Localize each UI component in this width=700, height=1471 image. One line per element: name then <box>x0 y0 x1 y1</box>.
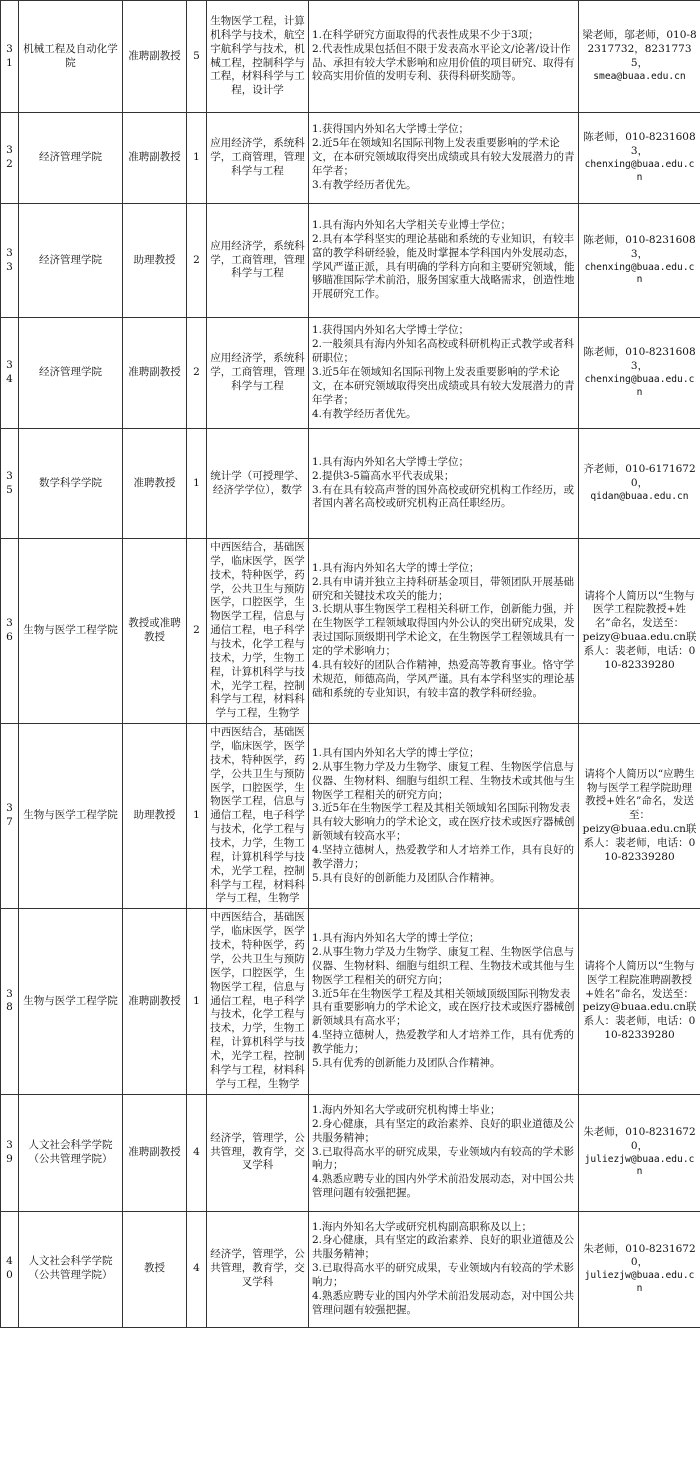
college-cell: 人文社会科学学院（公共管理学院） <box>19 1211 123 1327</box>
position-title-cell: 教授 <box>123 1211 187 1327</box>
requirement-item: 2.从事生物力学及力生物学、康复工程、生物医学信息与仪器、生物材料、细胞与组织工程、生物技术或其他与生物医学工程相关的研究方向； <box>312 760 575 801</box>
requirements-cell <box>309 724 579 909</box>
college-cell: 生物与医学工程学院 <box>19 909 123 1094</box>
table-row <box>1 539 700 724</box>
contact-cell <box>579 539 700 724</box>
college-cell: 经济管理学院 <box>19 204 123 318</box>
college-cell: 经济管理学院 <box>19 113 123 204</box>
requirements-cell <box>309 1211 579 1327</box>
requirements-cell <box>309 113 579 204</box>
contact-cell <box>579 724 700 909</box>
requirement-item: 1.具有国内外知名大学的博士学位； <box>312 746 480 759</box>
table-row <box>1 1094 700 1211</box>
contact-line: 请将个人简历以“应聘生物与医学工程学院助理教授+姓名”命名，发送至： <box>584 767 695 822</box>
requirement-item: 5.具有优秀的创新能力及团队合作精神。 <box>312 1056 501 1069</box>
requirement-item: 3.近5年在生物医学工程及其相关领域顶级国际刊物发表具有重要影响力的学术论文，或在医疗技术或医疗器械创新领域具有高水平； <box>312 987 575 1028</box>
college-cell: 机械工程及自动化学院 <box>19 1 123 113</box>
contact-line: 朱老师，010-82316720， <box>583 1242 696 1269</box>
headcount-cell: 4 <box>187 1094 207 1211</box>
row-number: 37 <box>1 724 19 909</box>
discipline-cell: 生物医学工程，计算机科学与技术，航空宇航科学与技术，机械工程，控制科学与工程，材料科学与工程，设计学 <box>207 1 309 113</box>
requirement-item: 3.有在具有较高声誉的国外高校或研究机构工作经历，或者国内著名高校或研究机构正高任职经历。 <box>312 483 575 510</box>
requirement-item: 2.提供3-5篇高水平代表成果； <box>312 469 455 482</box>
requirement-item: 4.熟悉应聘专业的国内外学术前沿发展动态，对中国公共管理问题有较强把握。 <box>312 1173 575 1200</box>
requirement-item: 3.已取得高水平的研究成果，专业领域内有较高的学术影响力； <box>312 1145 575 1172</box>
requirement-item: 4.坚持立德树人，热爱教学和人才培养工作，具有优秀的教学能力； <box>312 1029 575 1055</box>
requirement-item: 3.近5年在生物医学工程及其相关领域知名国际刊物发表具有较大影响力的学术论文，或在医疗技术或医疗器械创新领域有较高水平； <box>312 802 575 843</box>
position-title-cell: 准聘副教授 <box>123 909 187 1094</box>
position-title-cell: 准聘教授 <box>123 429 187 539</box>
requirement-item: 3.已取得高水平的研究成果，专业领域内有较高的学术影响力； <box>312 1262 575 1288</box>
college-cell: 人文社会科学学院（公共管理学院） <box>19 1094 123 1211</box>
requirement-item: 2.近5年在领域知名国际刊物上发表重要影响的学术论文，在本研究领域取得突出成绩或具有较大发展潜力的青年学者； <box>312 137 575 177</box>
contact-cell <box>579 1211 700 1327</box>
row-number: 32 <box>1 113 19 204</box>
discipline-cell: 中西医结合，基础医学，临床医学，医学技术，特种医学，药学，公共卫生与预防医学，口腔医学，生物医学工程，信息与通信工程，电子科学与技术，化学工程与技术，力学，生物工程，计算机科学与技术，光学工程，控制科学与工程，材料科学与工程，生物学 <box>207 909 309 1094</box>
contact-cell <box>579 113 700 204</box>
contact-cell <box>579 204 700 318</box>
headcount-cell: 1 <box>187 113 207 204</box>
row-number: 38 <box>1 909 19 1094</box>
discipline-cell: 中西医结合，基础医学，临床医学，医学技术，特种医学，药学，公共卫生与预防医学，口腔医学，生物医学工程，信息与通信工程，电子科学与技术，化学工程与技术，力学，生物工程，计算机科学与技术，光学工程，控制科学与工程，材料科学与工程，生物学 <box>207 539 309 724</box>
contact-line: 陈老师，010-82316083， <box>583 233 696 260</box>
college-cell: 数学科学学院 <box>19 429 123 539</box>
requirements-cell <box>309 1094 579 1211</box>
headcount-cell: 1 <box>187 909 207 1094</box>
contact-line: 请将个人简历以“生物与医学工程院教授+姓名”命名，发送至： <box>584 589 695 630</box>
row-number: 34 <box>1 318 19 429</box>
row-number: 36 <box>1 539 19 724</box>
row-number: 40 <box>1 1211 19 1327</box>
requirement-item: 1.获得国内外知名大学博士学位； <box>312 123 470 136</box>
headcount-cell: 5 <box>187 1 207 113</box>
requirement-item: 2.从事生物力学及力生物学、康复工程、生物医学信息与仪器、生物材料、细胞与组织工程、生物技术或其他与生物医学工程相关的研究方向； <box>312 945 575 986</box>
college-cell: 生物与医学工程学院 <box>19 539 123 724</box>
contact-line: chenxing@buaa.edu.cn <box>584 159 695 183</box>
contact-line: juliezjw@buaa.edu.cn <box>584 1153 695 1178</box>
contact-line: juliezjw@buaa.edu.cn <box>584 1270 695 1294</box>
discipline-cell: 中西医结合，基础医学，临床医学，医学技术，特种医学，药学，公共卫生与预防医学，口腔医学，生物医学工程，信息与通信工程，电子科学与技术，化学工程与技术，力学，生物工程，计算机科学与技术，光学工程，控制科学与工程，材料科学与工程，生物学 <box>207 724 309 909</box>
requirement-item: 2.代表性成果包括但不限于发表高水平论文/论著/设计作品、承担有较大学术影响和应用价值的项目研究、取得有较高实用价值的发明专利、获得科研奖励等。 <box>312 42 575 83</box>
contact-line: peizy@buaa.edu.cn联系人：裴老师，电话：010-82339280 <box>582 631 697 671</box>
contact-line: peizy@buaa.edu.cn联系人：裴老师，电话：010-82339280 <box>582 823 697 863</box>
requirement-item: 1.海内外知名大学或研究机构博士毕业； <box>312 1104 501 1116</box>
contact-line: chenxing@buaa.edu.cn <box>584 374 695 398</box>
contact-line: 朱老师，010-82316720， <box>583 1126 696 1152</box>
contact-line: 齐老师，010-61716720， <box>583 463 696 490</box>
row-number: 33 <box>1 204 19 318</box>
table-row <box>1 113 700 204</box>
requirements-cell <box>309 909 579 1094</box>
table-row <box>1 909 700 1094</box>
discipline-cell: 应用经济学，系统科学，工商管理，管理科学与工程 <box>207 318 309 429</box>
headcount-cell: 4 <box>187 1211 207 1327</box>
requirements-cell <box>309 1 579 113</box>
contact-line: 请将个人简历以“生物与医学工程院准聘副教授+姓名”命名，发送至： <box>584 959 695 1000</box>
headcount-cell: 2 <box>187 318 207 429</box>
requirement-item: 1.具有海内外知名大学的博士学位； <box>312 561 480 574</box>
requirement-item: 3.近5年在领域知名国际刊物上发表重要影响的学术论文，在本研究领域取得突出成绩或具有较大发展潜力的青年学者； <box>312 366 575 406</box>
requirement-item: 2.具有本学科坚实的理论基础和系统的专业知识，有较丰富的教学科研经验，能及时掌握本学科国内外发展动态，学风严谨正派，具有明确的学科方向和主要研究领域，能够瞄准国际学术前沿，服务国家重大战略需求，创造性地开展研究工作。 <box>312 232 575 301</box>
requirement-item: 2.身心健康，具有坚定的政治素养、良好的职业道德及公共服务精神； <box>312 1117 575 1144</box>
requirement-item: 1.获得国内外知名大学博士学位； <box>312 324 470 337</box>
college-cell: 经济管理学院 <box>19 318 123 429</box>
requirement-item: 2.身心健康，具有坚定的政治素养、良好的职业道德及公共服务精神； <box>312 1234 575 1261</box>
table-row <box>1 1 700 113</box>
contact-line: peizy@buaa.edu.cn联系人：裴老师，电话：010-82339280 <box>582 1001 697 1042</box>
requirement-item: 2.一般须具有海内外知名高校或科研机构正式教学或者科研职位； <box>312 338 575 365</box>
contact-line: 陈老师，010-82316083， <box>583 346 696 373</box>
row-number: 39 <box>1 1094 19 1211</box>
headcount-cell: 1 <box>187 429 207 539</box>
table-row <box>1 1211 700 1327</box>
requirement-item: 1.海内外知名大学或研究机构副高职称及以上； <box>312 1220 533 1233</box>
requirements-cell <box>309 318 579 429</box>
requirement-item: 1.在科学研究方面取得的代表性成果不少于3项； <box>312 28 539 41</box>
contact-line: 陈老师，010-82316083， <box>583 131 696 158</box>
contact-cell <box>579 909 700 1094</box>
position-title-cell: 准聘副教授 <box>123 1 187 113</box>
requirement-item: 3.长期从事生物医学工程相关科研工作，创新能力强，并在生物医学工程领域取得国内外公认的突出研究成果，发表过国际顶级期刊学术论文，在生物医学工程领域具有一定的学术影响力； <box>312 603 575 657</box>
contact-line: 梁老师，邬老师，010-82317732，82317735， <box>582 29 697 70</box>
discipline-cell: 统计学（可授理学、经济学学位），数学 <box>207 429 309 539</box>
requirement-item: 1.具有海内外知名大学相关专业博士学位； <box>312 218 512 231</box>
requirement-item: 1.具有海内外知名大学的博士学位； <box>312 932 480 945</box>
contact-line: chenxing@buaa.edu.cn <box>584 261 695 286</box>
table-row <box>1 724 700 909</box>
contact-cell <box>579 318 700 429</box>
discipline-cell: 应用经济学，系统科学，工商管理，管理科学与工程 <box>207 113 309 204</box>
table-row <box>1 318 700 429</box>
contact-cell <box>579 1094 700 1211</box>
requirement-item: 4.坚持立德树人，热爱教学和人才培养工作，具有良好的教学潜力； <box>312 843 575 870</box>
position-title-cell: 助理教授 <box>123 724 187 909</box>
position-title-cell: 准聘副教授 <box>123 318 187 429</box>
position-title-cell: 准聘副教授 <box>123 1094 187 1211</box>
headcount-cell: 1 <box>187 724 207 909</box>
requirements-cell <box>309 204 579 318</box>
headcount-cell: 2 <box>187 539 207 724</box>
discipline-cell: 经济学，管理学，公共管理，教育学，交叉学科 <box>207 1094 309 1211</box>
position-title-cell: 准聘副教授 <box>123 113 187 204</box>
discipline-cell: 应用经济学，系统科学，工商管理，管理科学与工程 <box>207 204 309 318</box>
contact-cell <box>579 429 700 539</box>
table-row <box>1 429 700 539</box>
requirement-item: 3.有教学经历者优先。 <box>312 178 417 191</box>
headcount-cell: 2 <box>187 204 207 318</box>
requirement-item: 2.具有申请并独立主持科研基金项目，带领团队开展基础研究和关键技术攻关的能力； <box>312 575 575 602</box>
requirement-item: 4.熟悉应聘专业的国内外学术前沿发展动态，对中国公共管理问题有较强把握。 <box>312 1289 575 1316</box>
table-row <box>1 204 700 318</box>
requirement-item: 4.有教学经历者优先。 <box>312 407 417 420</box>
row-number: 31 <box>1 1 19 113</box>
requirement-item: 1.具有海内外知名大学博士学位； <box>312 455 470 468</box>
requirements-cell <box>309 539 579 724</box>
contact-line: smea@buaa.edu.cn <box>593 70 686 82</box>
requirements-cell <box>309 429 579 539</box>
contact-cell <box>579 1 700 113</box>
discipline-cell: 经济学，管理学，公共管理，教育学，交叉学科 <box>207 1211 309 1327</box>
college-cell: 生物与医学工程学院 <box>19 724 123 909</box>
contact-line: qidan@buaa.edu.cn <box>590 491 689 503</box>
row-number: 35 <box>1 429 19 539</box>
requirement-item: 5.具有良好的创新能力及团队合作精神。 <box>312 871 501 884</box>
requirement-item: 4.具有较好的团队合作精神，热爱高等教育事业。恪守学术规范，师德高尚，学风严谨。具有本学科坚实的理论基础和系统的专业知识，有较丰富的教学科研经验。 <box>312 658 575 699</box>
position-title-cell: 助理教授 <box>123 204 187 318</box>
position-title-cell: 教授或准聘教授 <box>123 539 187 724</box>
